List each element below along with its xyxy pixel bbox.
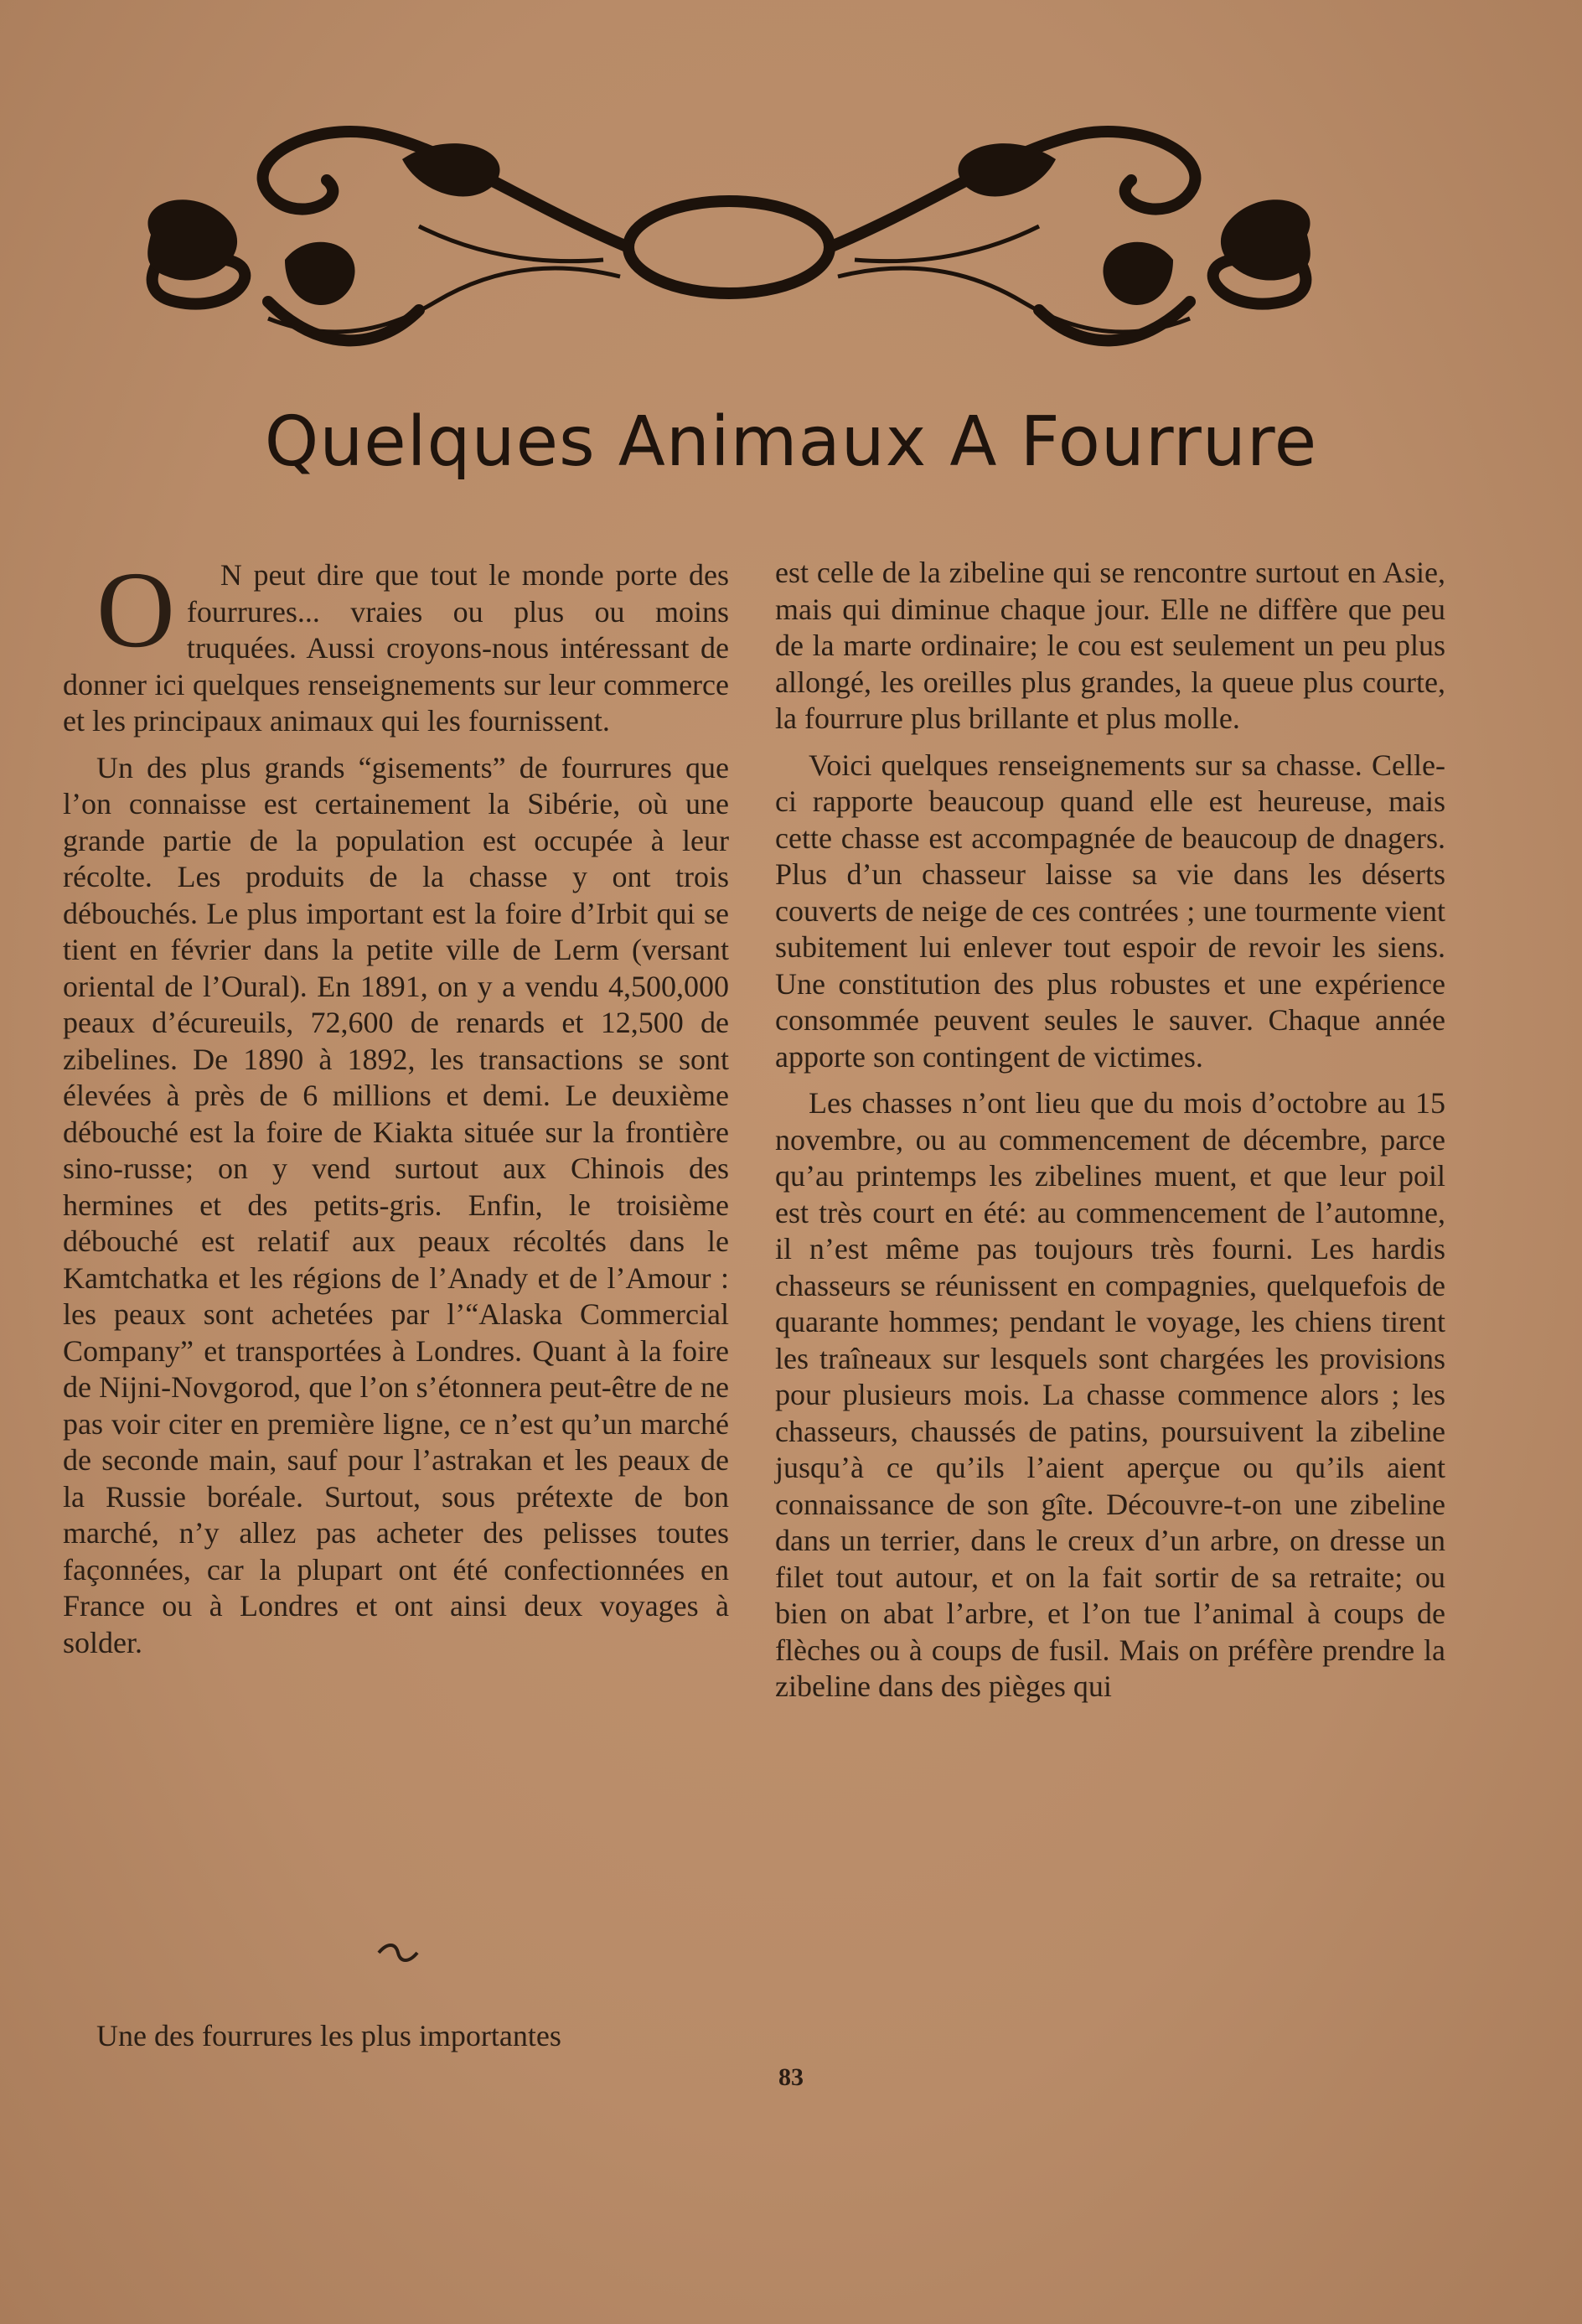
paragraph-text: N peut dire que tout le monde porte des fourrures... vraies ou plus ou moins truquées. Aussi croyons-nous intéressant de donner ici quelques renseignements sur leur commerce et les principaux animaux qui les fournissent. [63, 558, 729, 738]
paragraph-3-start: Une des fourrures les plus importantes [96, 2019, 561, 2052]
page-title: Quelques Animaux A Fourrure [264, 402, 1318, 482]
right-column [775, 555, 1445, 1716]
section-divider-flourish [377, 1940, 419, 1965]
paragraph-5: Voici quelques renseignements sur sa chasse. Celle-ci rapporte beaucoup quand elle est heureuse, mais cette chasse est accompagnée de beaucoup de dnagers. Plus d’un chasseur laisse sa vie dans les déserts couverts de neige de ces contrées ; une tourmente vient subitement lui enlever tout espoir de revoir les siens. Une constitution des plus robustes et une expérience consommée peuvent seules le sauver. Chaque année apporte son contingent de victimes. [775, 748, 1445, 1074]
paragraph-1 [63, 550, 729, 740]
art-nouveau-ornament [101, 101, 1357, 377]
paragraph-4: est celle de la zibeline qui se rencontre surtout en Asie, mais qui diminue chaque jour. Elle ne diffère que peu de la marte ordinaire; le cou est seulement un peu plus allongé, les oreilles plus grandes, la queue plus courte, la fourrure plus brillante et plus molle. [775, 556, 1445, 735]
drop-cap: O [96, 550, 175, 670]
paragraph-6: Les chasses n’ont lieu que du mois d’octobre au 15 novembre, ou au commencement de décembre, parce qu’au printemps les zibelines muent, et que leur poil est très court en été: au commencement de l’automne, il n’est même pas toujours très fourni. Les hardis chasseurs se réunissent en compagnies, quelquefois de quarante hommes; pendant le voyage, les chiens tirent les traîneaux sur lesquels sont chargées les provisions pour plusieurs mois. La chasse commence alors ; les chasseurs, chaussés de patins, poursuivent la zibeline jusqu’à ce qu’ils l’aient aperçue ou qu’ils aient connaissance de son gîte. Découvre-t-on une zibeline dans un terrier, dans le creux d’un arbre, on dresse un filet tout autour, et on la fait sortir de sa retraite; ou bien on abat l’arbre, et l’on tue l’animal à coups de flèches ou à coups de fusil. Mais on préfère prendre la zibeline dans des pièges qui [775, 1086, 1445, 1703]
left-column [63, 550, 729, 1671]
paragraph-2: Un des plus grands “gisements” de fourrures que l’on connaisse est certainement la Sibérie, où une grande partie de la population est occupée à leur récolte. Les produits de la chasse y ont trois débouchés. Le plus important est la foire d’Irbit qui se tient en février dans la petite ville de Lerm (versant oriental de l’Oural). En 1891, on y a vendu 4,500,000 peaux d’écureuils, 72,600 de renards et 12,500 de zibelines. De 1890 à 1892, les transactions se sont élevées à près de 6 millions et demi. Le deuxième débouché est la foire de Kiakta située sur la frontière sino-russe; on y vend surtout aux Chinois des hermines et des petits-gris. Enfin, le troisième débouché est relatif aux peaux récoltés dans le Kamtchatka et les régions de l’Anady et de l’Amour : les peaux sont achetées par l’“Alaska Commercial Company” et transportées à Londres. Quant à la foire de Nijni-Novgorod, que l’on s’étonnera peut-être de ne pas voir citer en première ligne, ce n’est qu’un marché de seconde main, sauf pour l’astrakan et les peaux de la Russie boréale. Surtout, sous prétexte de bon marché, n’y allez pas acheter des pelisses toutes façonnées, car la plupart ont été confectionnées en France ou à Londres et ont ainsi deux voyages à solder. [63, 750, 729, 1659]
page-number: 83 [778, 2063, 804, 2091]
